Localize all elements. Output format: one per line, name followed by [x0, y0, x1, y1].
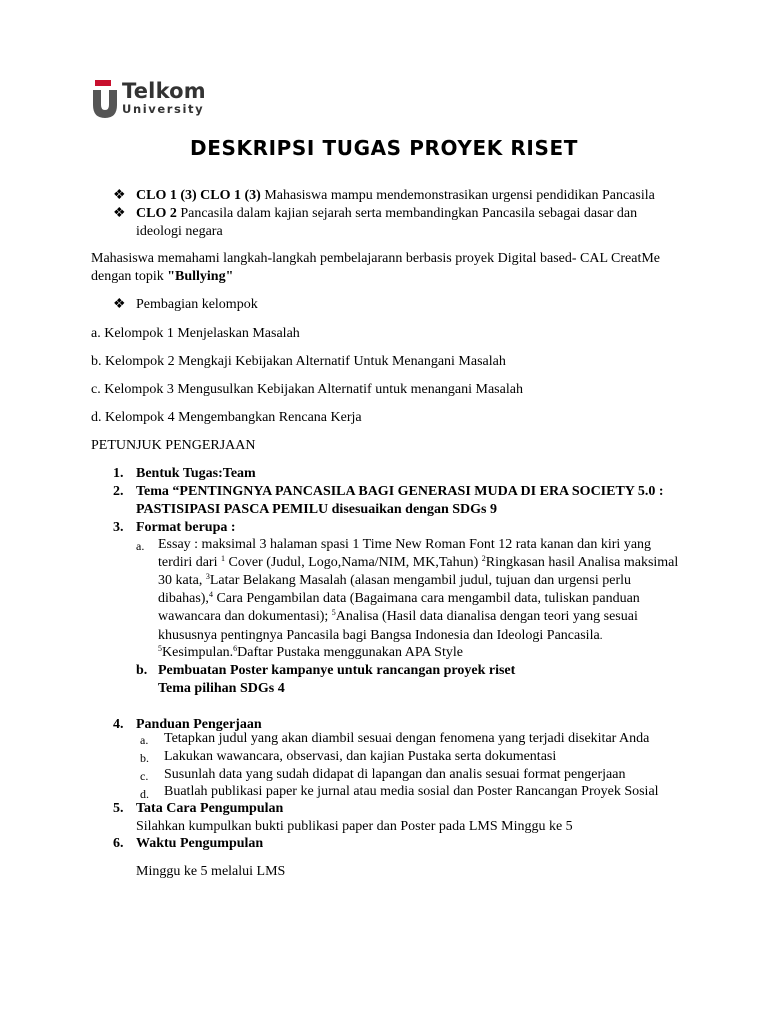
essay-line-7: $^5$Kesimpulan.$^6$Daftar Pustaka menggunakan APA Style: [158, 644, 463, 660]
sub-marker: a.: [140, 733, 149, 747]
bullet-icon: ❖: [113, 188, 126, 203]
item-5-text: Silahkan kumpulkan bukti publikasi paper dan Poster pada LMS Minggu ke 5: [136, 819, 573, 834]
item-2-line-1: Tema “PENTINGNYA PANCASILA BAGI GENERASI MUDA DI ERA SOCIETY 5.0 :: [136, 484, 664, 499]
item-6: Waktu Pengumpulan: [136, 836, 264, 851]
poster-line-2: Tema pilihan SDGs 4: [158, 681, 285, 696]
essay-line-4: dibahas),$^4$ Cara Pengambilan data (Bagaimana cara mengambil data, tuliskan panduan: [158, 590, 640, 606]
item-number: 6.: [113, 836, 124, 851]
item-4: Panduan Pengerjaan: [136, 717, 262, 732]
item-number: 1.: [113, 466, 124, 481]
panduan-item: Buatlah publikasi paper ke jurnal atau media sosial dan Poster Rancangan Proyek Sosial: [164, 784, 659, 799]
essay-line-1: Essay : maksimal 3 halaman spasi 1 Time New Roman Font 12 rata kanan dan kiri yang: [158, 537, 652, 552]
group-item: a. Kelompok 1 Menjelaskan Masalah: [91, 326, 300, 341]
group-item: d. Kelompok 4 Mengembangkan Rencana Kerja: [91, 410, 362, 425]
sub-marker: b.: [140, 751, 149, 765]
telkom-university-logo: [92, 80, 206, 122]
sub-marker: a.: [136, 539, 145, 553]
essay-line-6: khususnya pentingnya Pancasila bagi Bangsa Indonesia dan Ideologi Pancasila.: [158, 628, 603, 643]
poster-line-1: Pembuatan Poster kampanye untuk rancangan proyek riset: [158, 663, 516, 678]
item-5: Tata Cara Pengumpulan: [136, 801, 284, 816]
panduan-item: Tetapkan judul yang akan diambil sesuai dengan fenomena yang terjadi disekitar Anda: [164, 731, 650, 746]
item-number: 4.: [113, 717, 124, 732]
bullet-icon: ❖: [113, 297, 126, 312]
sub-marker: d.: [140, 787, 149, 801]
item-2-line-2: PASTISIPASI PASCA PEMILU disesuaikan dengan SDGs 9: [136, 502, 497, 517]
clo-2: CLO 2 Pancasila dalam kajian sejarah serta membandingkan Pancasila sebagai dasar dan: [136, 206, 638, 221]
essay-line-3: 30 kata, $^3$Latar Belakang Masalah (alasan mengambil judul, tujuan dan urgensi perlu: [158, 572, 631, 588]
petunjuk-heading: PETUNJUK PENGERJAAN: [91, 438, 256, 453]
logo-sub: University: [122, 102, 205, 116]
group-item: c. Kelompok 3 Mengusulkan Kebijakan Alternatif untuk menangani Masalah: [91, 382, 523, 397]
intro-line-2: dengan topik "Bullying": [91, 269, 234, 284]
panduan-item: Susunlah data yang sudah didapat di lapangan dan analis sesuai format pengerjaan: [164, 767, 626, 782]
item-number: 5.: [113, 801, 124, 816]
intro-line-1: Mahasiswa memahami langkah-langkah pembelajarann berbasis proyek Digital based- CAL CreatMe: [91, 251, 661, 266]
item-3: Format berupa :: [136, 520, 236, 535]
panduan-item: Lakukan wawancara, observasi, dan kajian Pustaka serta dokumentasi: [164, 749, 557, 764]
telkom-logo-icon: [92, 80, 118, 120]
bullet-icon: ❖: [113, 206, 126, 221]
essay-line-5: wawancara dan dokumentasi); $^5$Analisa (Hasil data dianalisa dengan teori yang sesuai: [158, 608, 638, 624]
logo-brand: Telkom: [122, 79, 206, 103]
clo-2-cont: ideologi negara: [136, 224, 223, 239]
page-title: DESKRIPSI TUGAS PROYEK RISET: [190, 136, 578, 160]
item-number: 3.: [113, 520, 124, 535]
sub-marker: b.: [136, 663, 148, 678]
group-heading: Pembagian kelompok: [136, 297, 258, 312]
item-6-text: Minggu ke 5 melalui LMS: [136, 864, 286, 879]
item-1: Bentuk Tugas:Team: [136, 466, 256, 481]
clo-1: CLO 1 (3) CLO 1 (3) Mahasiswa mampu mendemonstrasikan urgensi pendidikan Pancasila: [136, 188, 655, 203]
sub-marker: c.: [140, 769, 149, 783]
essay-line-2: terdiri dari $^1$ Cover (Judul, Logo,Nama/NIM, MK,Tahun) $^2$Ringkasan hasil Analisa maksimal: [158, 554, 679, 570]
item-number: 2.: [113, 484, 124, 499]
group-item: b. Kelompok 2 Mengkaji Kebijakan Alternatif Untuk Menangani Masalah: [91, 354, 506, 369]
